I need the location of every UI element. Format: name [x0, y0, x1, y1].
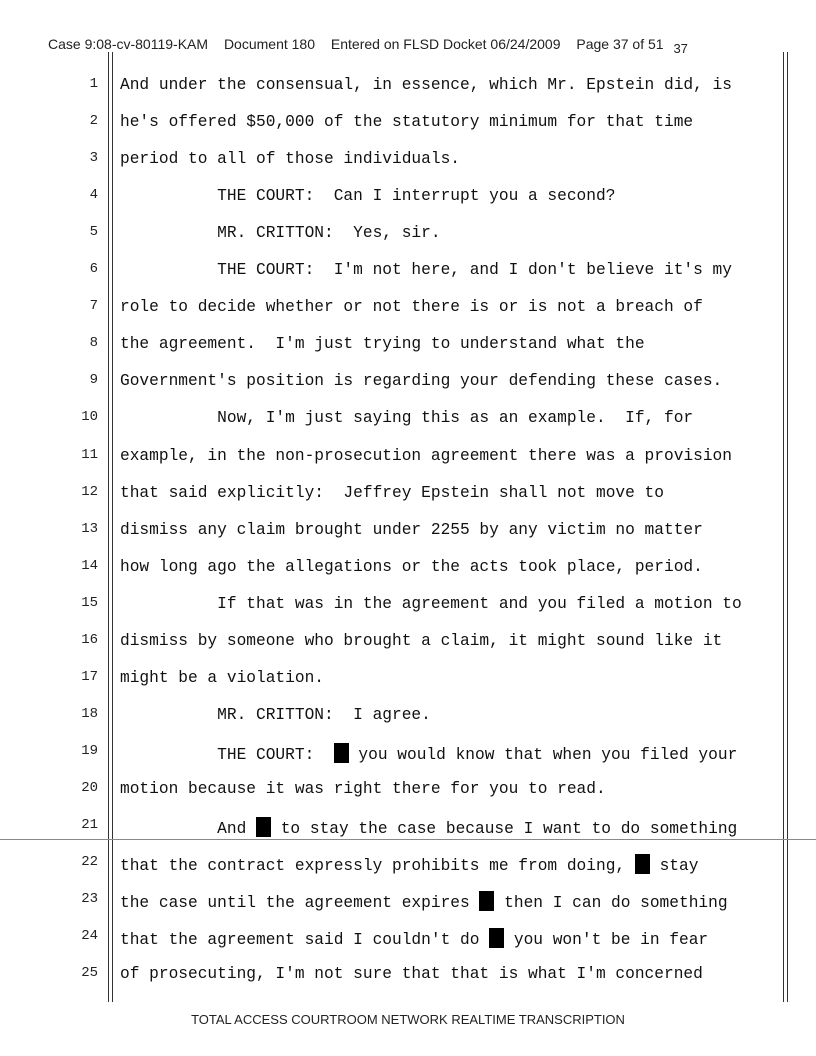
redaction-box: [334, 743, 349, 763]
transcript-line: [0, 187, 816, 223]
line-number: 8: [89, 335, 98, 352]
transcript-line: [0, 298, 816, 334]
line-number: 15: [81, 594, 98, 611]
line-number: 5: [89, 224, 98, 241]
line-text-before-redaction: And: [120, 820, 256, 838]
transcript-line: [0, 335, 816, 371]
line-number: 22: [81, 854, 98, 871]
line-number: 25: [81, 965, 98, 982]
line-number: 6: [89, 261, 98, 278]
line-text: might be a violation.: [120, 668, 324, 687]
line-text-after-redaction: you would know that when you filed your: [348, 745, 738, 764]
line-number: 3: [89, 150, 98, 167]
line-text: If that was in the agreement and you filed a motion to: [120, 594, 742, 613]
line-text-after-redaction: stay: [649, 857, 699, 876]
transcript-line: [0, 743, 816, 779]
line-number: 12: [81, 483, 98, 500]
line-number: 4: [89, 187, 98, 204]
transcript-line: [0, 669, 816, 705]
transcript-line: [0, 484, 816, 520]
line-text: MR. CRITTON: Yes, sir.: [120, 224, 441, 243]
line-text: example, in the non-prosecution agreement there was a provision: [120, 446, 732, 465]
line-text: the agreement. I'm just trying to understand what the: [120, 335, 645, 354]
line-text: period to all of those individuals.: [120, 150, 460, 169]
line-number: 18: [81, 705, 98, 722]
transcript-line: [0, 261, 816, 297]
line-number: 21: [81, 817, 98, 833]
document-number: Document 180: [223, 36, 315, 52]
line-number: 9: [89, 372, 98, 389]
line-number: 10: [81, 409, 98, 426]
line-text: that said explicitly: Jeffrey Epstein shall not move to: [120, 483, 664, 502]
line-text: [120, 817, 737, 838]
transcript-line: [0, 224, 816, 260]
case-number: Case 9:08-cv-80119-KAM: [48, 36, 209, 52]
transcript-line: [0, 632, 816, 668]
transcript-line: [0, 76, 816, 112]
line-text-before-redaction: that the agreement said I couldn't do: [120, 931, 490, 950]
line-text: role to decide whether or not there is or is not a breach of: [120, 298, 703, 317]
transcript-line: [0, 409, 816, 445]
line-text: motion because it was right there for you to read.: [120, 779, 606, 798]
transcript-line: [0, 965, 816, 1001]
redaction-box: [256, 817, 271, 837]
line-number: 17: [81, 668, 98, 685]
line-text-before-redaction: the case until the agreement expires: [120, 894, 480, 913]
line-number: 13: [81, 520, 98, 537]
line-number: 2: [89, 113, 98, 130]
line-text-after-redaction: then I can do something: [494, 894, 728, 913]
entered-date: Entered on FLSD Docket 06/24/2009: [330, 36, 561, 52]
transcript-line: [0, 150, 816, 186]
line-text: [120, 891, 728, 912]
line-text: Now, I'm just saying this as an example. If, for: [120, 409, 694, 428]
line-text-before-redaction: THE COURT:: [120, 745, 334, 764]
line-number: 23: [81, 891, 98, 908]
line-number: 1: [89, 76, 98, 92]
line-number: 16: [81, 631, 98, 648]
line-text: MR. CRITTON: I agree.: [120, 705, 431, 724]
line-text-after-redaction: you won't be in fear: [504, 931, 709, 950]
line-text-before-redaction: that the contract expressly prohibits me from doing,: [120, 857, 635, 876]
line-text: [120, 743, 737, 764]
transcript-line: [0, 854, 816, 890]
line-text: how long ago the allegations or the acts took place, period.: [120, 557, 703, 576]
line-text: he's offered $50,000 of the statutory minimum for that time: [120, 113, 694, 132]
line-number: 14: [81, 557, 98, 574]
line-text: THE COURT: Can I interrupt you a second?: [120, 187, 616, 206]
redaction-box: [489, 928, 504, 948]
transcript-line: [0, 891, 816, 927]
line-text: [120, 928, 708, 949]
line-text: dismiss by someone who brought a claim, it might sound like it: [120, 631, 723, 650]
line-text: [120, 854, 698, 875]
transcript-line: [0, 113, 816, 149]
redaction-box: [635, 854, 650, 874]
line-text: of prosecuting, I'm not sure that that is what I'm concerned: [120, 965, 703, 984]
transcript-line: [0, 817, 816, 853]
line-number: 11: [81, 446, 98, 463]
transcript-line: [0, 558, 816, 594]
transcript-line: [0, 780, 816, 816]
line-number: 7: [89, 298, 98, 315]
transcript-line: [0, 447, 816, 483]
line-text: Government's position is regarding your defending these cases.: [120, 372, 723, 391]
line-number: 20: [81, 779, 98, 796]
redaction-box: [479, 891, 494, 911]
line-number: 19: [81, 742, 98, 759]
line-text: THE COURT: I'm not here, and I don't believe it's my: [120, 261, 732, 280]
transcript-line: [0, 372, 816, 408]
line-text-after-redaction: to stay the case because I want to do something: [271, 820, 738, 838]
transcript-footer: TOTAL ACCESS COURTROOM NETWORK REALTIME TRANSCRIPTION: [191, 1012, 625, 1027]
transcript-line: [0, 706, 816, 742]
line-number: 24: [81, 928, 98, 945]
line-text: dismiss any claim brought under 2255 by any victim no matter: [120, 520, 703, 539]
transcript-line: [0, 928, 816, 964]
transcript-line: [0, 595, 816, 631]
docket-header: [48, 36, 700, 56]
transcript-line: [0, 521, 816, 557]
page-count: Page 37 of 51: [576, 36, 664, 52]
transcript-page-number: 37: [673, 41, 688, 56]
line-text: And under the consensual, in essence, which Mr. Epstein did, is: [120, 76, 732, 94]
